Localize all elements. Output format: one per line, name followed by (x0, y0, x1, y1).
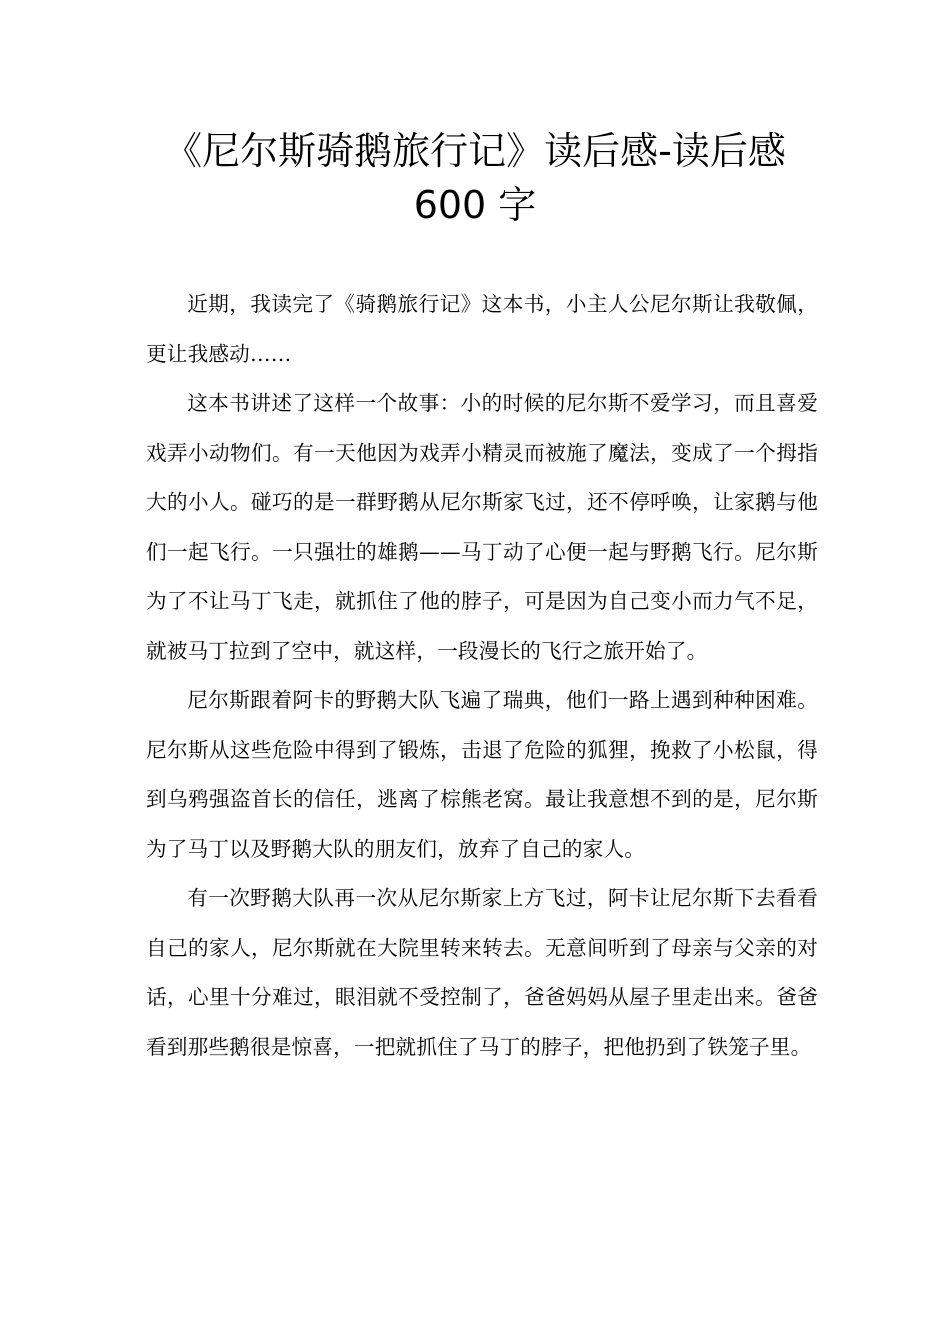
paragraph-3: 尼尔斯跟着阿卡的野鹅大队飞遍了瑞典，他们一路上遇到种种困难。尼尔斯从这些危险中得到了锻炼，击退了危险的狐狸，挽救了小松鼠，得到乌鸦强盗首长的信任，逃离了棕熊老窝。最让我意想不到的是，尼尔斯为了马丁以及野鹅大队的朋友们，放弃了自己的家人。 (146, 688, 818, 861)
paragraph-1: 近期，我读完了《骑鹅旅行记》这本书，小主人公尼尔斯让我敬佩，更让我感动…… (146, 292, 818, 366)
paragraph-2: 这本书讲述了这样一个故事：小的时候的尼尔斯不爱学习，而且喜爱戏弄小动物们。有一天他因为戏弄小精灵而被施了魔法，变成了一个拇指大的小人。碰巧的是一群野鹅从尼尔斯家飞过，还不停呼唤，让家鹅与他们一起飞行。一只强壮的雄鹅——马丁动了心便一起与野鹅飞行。尼尔斯为了不让马丁飞走，就抓住了他的脖子，可是因为自己变小而力气不足，就被马丁拉到了空中，就这样，一段漫长的飞行之旅开始了。 (146, 391, 818, 663)
document-title-line-1: 《尼尔斯骑鹅旅行记》读后感-读后感 (164, 129, 786, 173)
paragraph-4: 有一次野鹅大队再一次从尼尔斯家上方飞过，阿卡让尼尔斯下去看看自己的家人，尼尔斯就在大院里转来转去。无意间听到了母亲与父亲的对话，心里十分难过，眼泪就不受控制了，爸爸妈妈从屋子里走出来。爸爸看到那些鹅很是惊喜，一把就抓住了马丁的脖子，把他扔到了铁笼子里。 (146, 886, 818, 1059)
document-body (146, 280, 818, 1072)
document-title-line-2: 600 字 (413, 183, 537, 227)
